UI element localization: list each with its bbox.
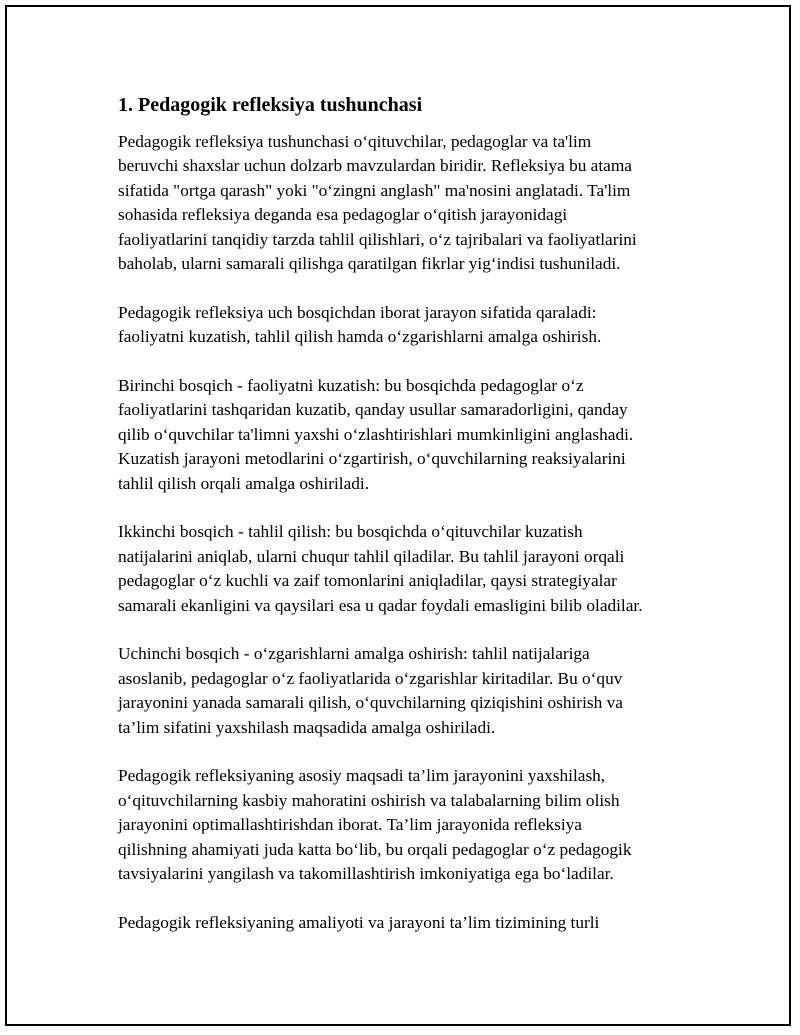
text-line: jarayonini optimallashtirishdan iborat. Ta’lim jarayonida refleksiya — [118, 815, 582, 835]
text-line: Birinchi bosqich - faoliyatni kuzatish: bu bosqichda pedagoglar oʻz — [118, 376, 584, 396]
text-line: natijalarini aniqlab, ularni chuqur tahlil qiladilar. Bu tahlil jarayoni orqali — [118, 546, 625, 566]
text-line: samarali ekanligini va qaysilari esa u qadar foydali emasligini bilib oladilar. — [118, 595, 643, 615]
text-line: sifatida "ortga qarash" yoki "oʻzingni anglash" ma'nosini anglatadi. Ta'lim — [118, 180, 631, 200]
text-line: faoliyatlarini tashqaridan kuzatib, qanday usullar samaradorligini, qanday — [118, 400, 628, 420]
paragraph-three-stages — [118, 301, 688, 350]
paragraph-stage-two — [118, 520, 688, 618]
section-heading: 1. Pedagogik refleksiya tushunchasi — [118, 94, 423, 116]
text-line: baholab, ularni samarali qilishga qaratilgan fikrlar yigʻindisi tushuniladi. — [118, 254, 621, 274]
text-line: asoslanib, pedagoglar oʻz faoliyatlarida oʻzgarishlar kiritadilar. Bu oʻquv — [118, 668, 623, 688]
text-line: Pedagogik refleksiya tushunchasi oʻqituvchilar, pedagoglar va ta'lim — [118, 132, 592, 151]
text-line: sohasida refleksiya deganda esa pedagoglar oʻqitish jarayonidagi — [118, 205, 568, 225]
text-line: tavsiyalarini yangilash va takomillashtirish imkoniyatiga ega boʻladilar. — [118, 864, 614, 884]
document-body — [118, 92, 688, 960]
text-line: Pedagogik refleksiyaning amaliyoti va jarayoni ta’lim tizimining turli — [118, 912, 600, 932]
text-line: beruvchi shaxslar uchun dolzarb mavzulardan biridir. Refleksiya bu atama — [118, 156, 632, 176]
text-line: Kuzatish jarayoni metodlarini oʻzgartirish, oʻquvchilarning reaksiyalarini — [118, 449, 626, 469]
text-line: qilishning ahamiyati juda katta boʻlib, bu orqali pedagoglar oʻz pedagogik — [118, 839, 632, 859]
text-line: ta’lim sifatini yaxshilash maqsadida amalga oshiriladi. — [118, 717, 496, 737]
paragraph-stage-one — [118, 374, 688, 496]
text-line: Uchinchi bosqich - oʻzgarishlarni amalga oshirish: tahlil natijalariga — [118, 644, 590, 664]
paragraph-stage-three — [118, 642, 688, 740]
text-line: Pedagogik refleksiyaning asosiy maqsadi ta’lim jarayonini yaxshilash, — [118, 766, 606, 786]
text-line: faoliyatlarini tanqidiy tarzda tahlil qilishlari, oʻz tajribalari va faoliyatlarini — [118, 229, 637, 249]
paragraph-practice — [118, 911, 688, 935]
text-line: tahlil qilish orqali amalga oshiriladi. — [118, 473, 370, 493]
paragraph-main-goal — [118, 764, 688, 886]
text-line: pedagoglar oʻz kuchli va zaif tomonlarini aniqladilar, qaysi strategiyalar — [118, 571, 617, 591]
text-line: oʻqituvchilarning kasbiy mahoratini oshirish va talabalarning bilim olish — [118, 790, 620, 810]
text-line: Ikkinchi bosqich - tahlil qilish: bu bosqichda oʻqituvchilar kuzatish — [118, 522, 583, 542]
paragraph-definition — [118, 130, 688, 276]
text-line: Pedagogik refleksiya uch bosqichdan iborat jarayon sifatida qaraladi: — [118, 302, 597, 322]
text-line: faoliyatni kuzatish, tahlil qilish hamda oʻzgarishlarni amalga oshirish. — [118, 327, 602, 347]
text-line: qilib oʻquvchilar ta'limni yaxshi oʻzlashtirishlari mumkinligini anglashadi. — [118, 424, 634, 444]
text-line: jarayonini yanada samarali qilish, oʻquvchilarning qiziqishini oshirish va — [118, 693, 623, 713]
